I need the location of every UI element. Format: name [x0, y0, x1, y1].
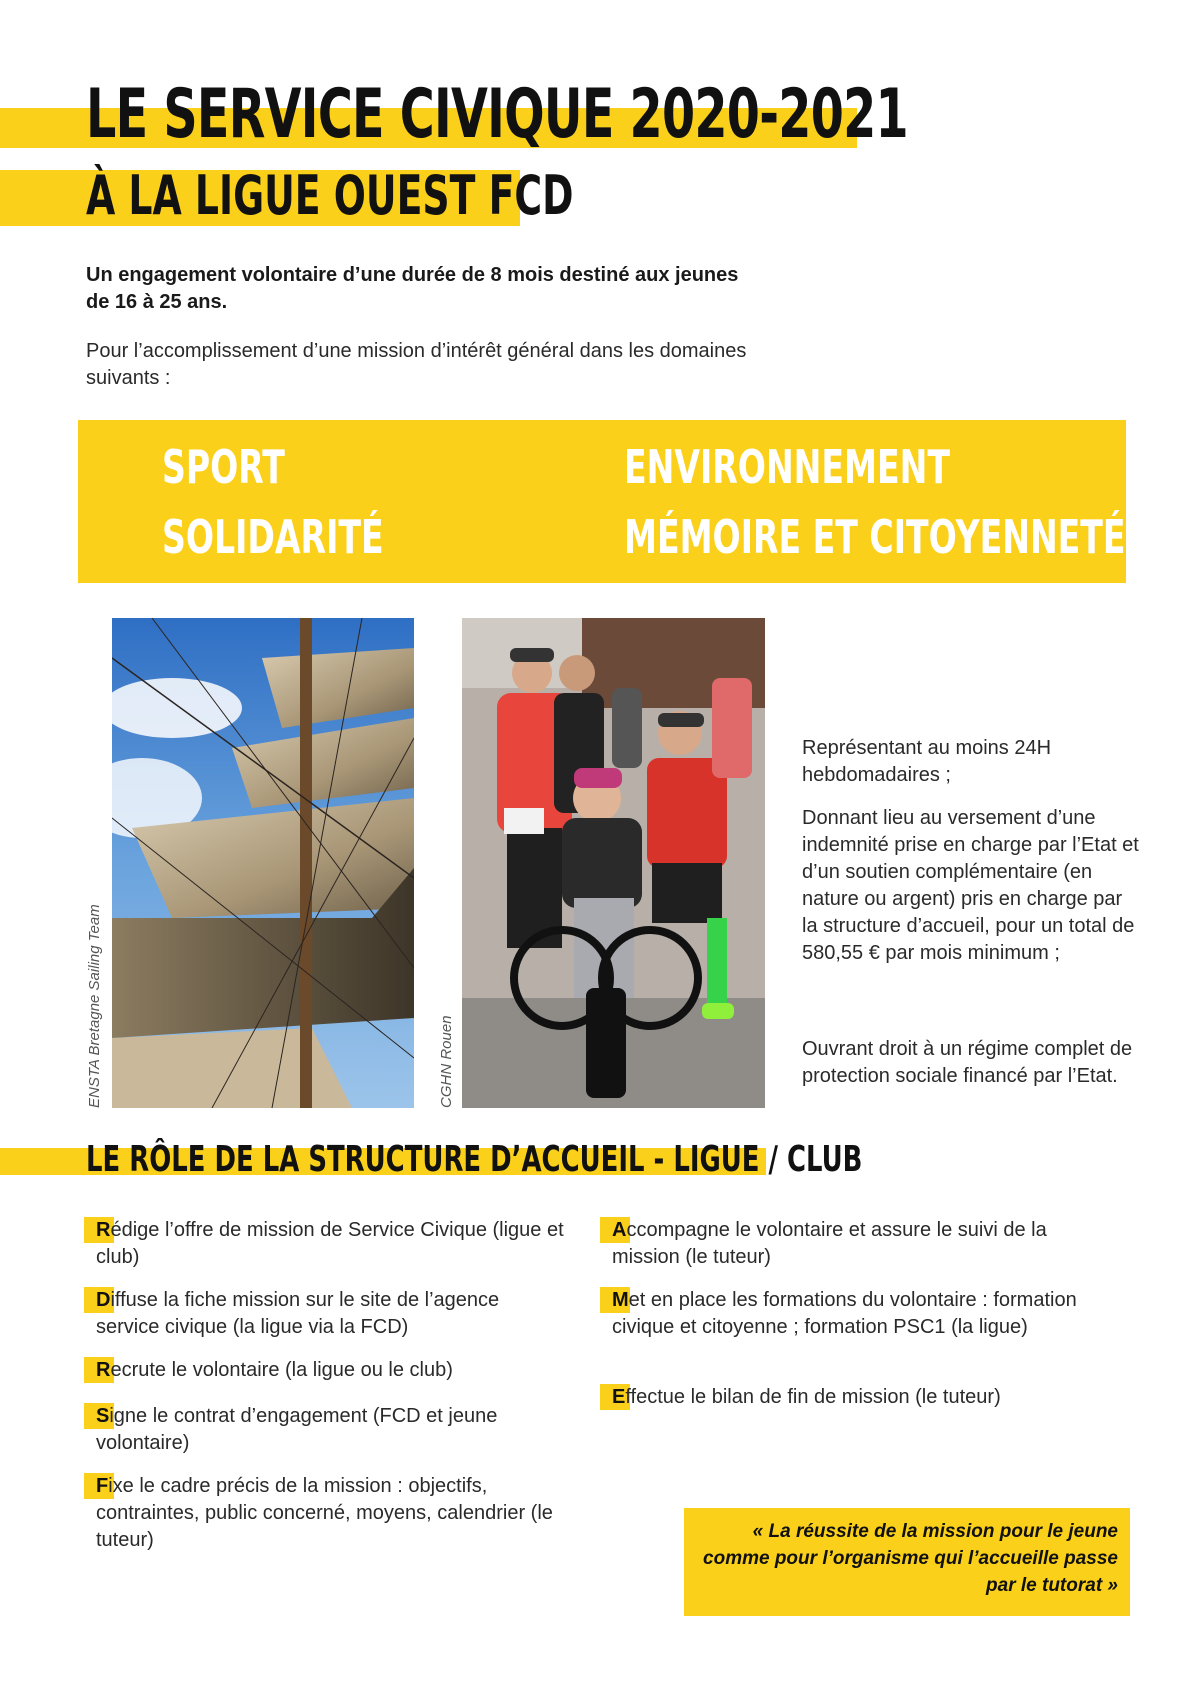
list-item: Diffuse la fiche mission sur le site de l’agence service civique (la ligue via la FCD)	[96, 1287, 566, 1341]
role-section-title: LE RÔLE DE LA STRUCTURE D’ACCUEIL - LIGUE / CLUB	[86, 1139, 863, 1180]
intro-bold-paragraph: Un engagement volontaire d’une durée de 8 mois destiné aux jeunes de 16 à 25 ans.	[86, 264, 739, 313]
domain-solidarite: SOLIDARITÉ	[162, 510, 384, 564]
domain-sport: SPORT	[162, 440, 285, 494]
side-paragraph-protection: Ouvrant droit à un régime complet de protection sociale financé par l’Etat.	[802, 1038, 1133, 1087]
side-paragraph-hours: Représentant au moins 24H hebdomadaires ;	[802, 737, 1052, 786]
list-item: Signe le contrat d’engagement (FCD et jeune volontaire)	[96, 1403, 566, 1457]
photo-credit-ensta: ENSTA Bretagne Sailing Team	[86, 904, 103, 1108]
list-item: Recrute le volontaire (la ligue ou le club)	[96, 1357, 566, 1384]
domain-memoire-citoyennete: MÉMOIRE ET CITOYENNETÉ	[624, 510, 1126, 564]
intro-paragraph: Pour l’accomplissement d’une mission d’intérêt général dans les domaines suivants :	[86, 340, 747, 389]
photo-credit-cghn: CGHN Rouen	[438, 1015, 455, 1108]
list-item: Met en place les formations du volontaire : formation civique et citoyenne ; formation PSC1 (la ligue)	[612, 1287, 1112, 1341]
side-paragraph-indemnity: Donnant lieu au versement d’une indemnité prise en charge par l’Etat et d’un soutien complémentaire (en nature ou argent) pris en charge par la structure d’accueil, pour un total de 580,55 € par mois minimum ;	[802, 807, 1139, 964]
runners-photo	[462, 618, 765, 1108]
list-item: Effectue le bilan de fin de mission (le tuteur)	[612, 1384, 1112, 1411]
sailing-ship-photo	[112, 618, 414, 1108]
list-item: Rédige l’offre de mission de Service Civique (ligue et club)	[96, 1217, 566, 1271]
domain-environnement: ENVIRONNEMENT	[624, 440, 950, 494]
page-title: LE SERVICE CIVIQUE 2020-2021	[86, 75, 908, 154]
list-item: Accompagne le volontaire et assure le suivi de la mission (le tuteur)	[612, 1217, 1112, 1271]
page-subtitle: À LA LIGUE OUEST FCD	[86, 164, 574, 227]
quote-text: « La réussite de la mission pour le jeune comme pour l’organisme qui l’accueille passe par le tutorat »	[703, 1521, 1118, 1596]
list-item: Fixe le cadre précis de la mission : objectifs, contraintes, public concerné, moyens, calendrier (le tuteur)	[96, 1473, 566, 1554]
